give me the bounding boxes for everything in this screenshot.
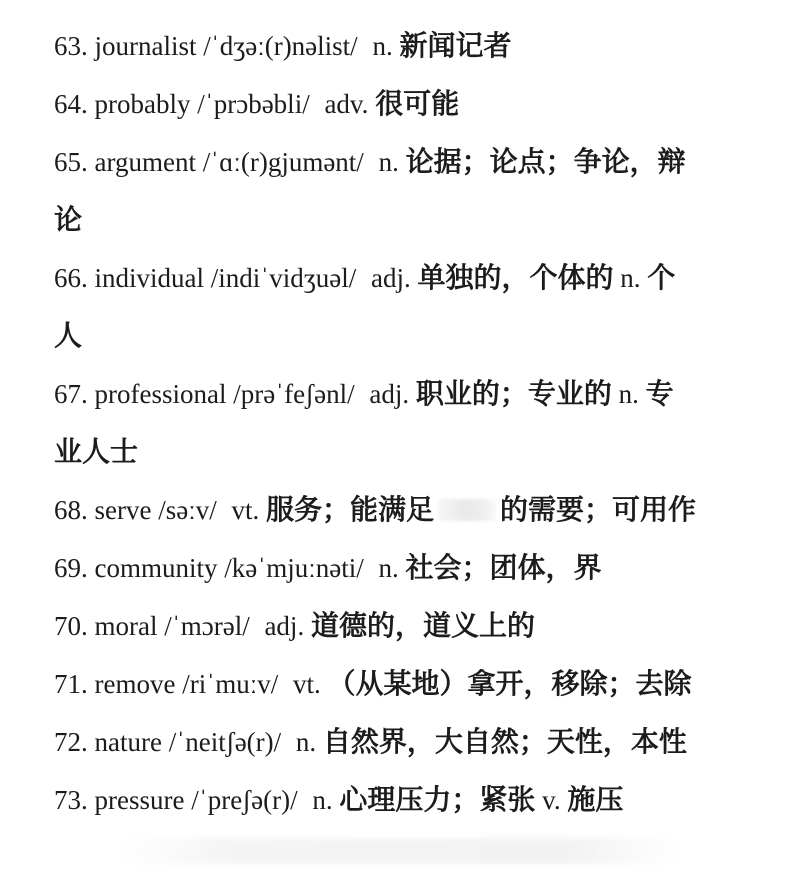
entry-word: individual [94,263,204,293]
entry-64 [54,82,754,140]
entry-pos: n. [372,31,393,61]
entry-word: nature [94,727,162,757]
entry-number: 67. [54,379,88,409]
entry-ipa: /ˈdʒəː(r)nəlist/ [203,31,358,61]
entry-ipa: /ˈpreʃə(r)/ [191,785,298,815]
entry-pos: n. [378,553,399,583]
entry-word: serve [94,495,152,525]
entry-number: 70. [54,611,88,641]
entry-meaning-secondary: 个 [647,261,676,294]
entry-number: 64. [54,89,88,119]
entry-pos: adj. [370,263,411,293]
vocab-list [54,24,754,836]
entry-meaning: 单独的，个体的 [417,261,614,294]
entry-meaning: （从某地）拿开，移除；去除 [327,667,692,700]
entry-ipa: /indiˈvidʒuəl/ [210,263,357,293]
entry-meaning: 社会；团体，界 [405,551,602,584]
entry-meaning-continued: 论 [54,203,83,236]
entry-word: professional [94,379,227,409]
entry-pos: adv. [324,89,369,119]
entry-pos-secondary: v. [542,785,561,815]
entry-72 [54,720,754,778]
entry-meaning-rest: 的需要；可用作 [500,493,697,526]
entry-ipa: /prəˈfeʃənl/ [233,379,355,409]
entry-pos: n. [312,785,333,815]
entry-67-continued [54,430,754,488]
entry-ipa: /səːv/ [158,495,217,525]
entry-ipa: /ˈneitʃə(r)/ [168,727,282,757]
entry-meaning-secondary: 施压 [567,783,624,816]
entry-meaning: 新闻记者 [399,29,512,62]
entry-69 [54,546,754,604]
entry-word: pressure [94,785,185,815]
entry-pos: vt. [292,669,321,699]
entry-pos-secondary: n. [618,379,639,409]
entry-66-continued [54,314,754,372]
entry-65-continued [54,198,754,256]
entry-pos: n. [378,147,399,177]
entry-pos-secondary: n. [620,263,641,293]
entry-word: community [94,553,218,583]
entry-73 [54,778,754,836]
entry-71 [54,662,754,720]
entry-67 [54,372,754,430]
entry-meaning: 职业的；专业的 [415,377,612,410]
entry-68 [54,488,754,546]
entry-ipa: /ˈmɔrəl/ [164,611,250,641]
entry-word: moral [94,611,158,641]
entry-meaning: 心理压力；紧张 [339,783,536,816]
entry-word: argument [94,147,196,177]
entry-meaning-continued: 业人士 [54,435,139,468]
entry-63 [54,24,754,82]
entry-pos: n. [295,727,317,757]
faded-cut-off-line [120,838,680,864]
entry-number: 68. [54,495,88,525]
entry-meaning-continued: 人 [54,319,83,352]
entry-pos: vt. [231,495,260,525]
entry-pos: adj. [369,379,410,409]
entry-number: 73. [54,785,88,815]
entry-number: 72. [54,727,88,757]
entry-65 [54,140,754,198]
entry-meaning: 道德的，道义上的 [310,609,535,642]
blurred-redaction [438,499,496,521]
entry-meaning: 很可能 [375,87,460,120]
entry-word: probably [94,89,191,119]
entry-pos: adj. [264,611,305,641]
entry-ipa: /riˈmuːv/ [182,669,279,699]
entry-number: 66. [54,263,88,293]
entry-number: 65. [54,147,88,177]
entry-ipa: /ˈɑː(r)gjumənt/ [202,147,364,177]
entry-meaning: 服务；能满足 [265,493,434,526]
entry-number: 69. [54,553,88,583]
entry-number: 63. [54,31,88,61]
entry-meaning: 自然界，大自然；天性，本性 [322,725,687,758]
entry-meaning-secondary: 专 [645,377,674,410]
entry-meaning: 论据；论点；争论，辩 [405,145,686,178]
entry-ipa: /kəˈmjuːnəti/ [224,553,364,583]
entry-word: remove [94,669,176,699]
entry-number: 71. [54,669,88,699]
entry-ipa: /ˈprɔbəbli/ [197,89,310,119]
entry-66 [54,256,754,314]
entry-70 [54,604,754,662]
entry-word: journalist [94,31,197,61]
